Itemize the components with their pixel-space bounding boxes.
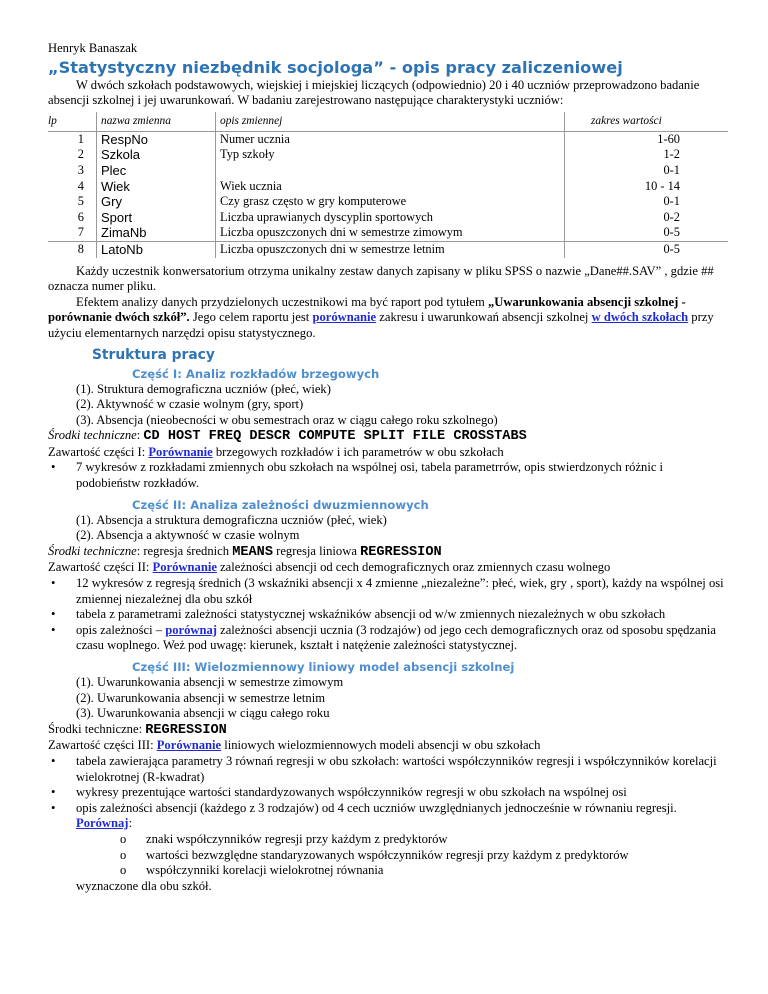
header-name: nazwa zmienna <box>97 112 216 132</box>
bullet-text: tabela zawierająca parametry 3 równań regresji w obu szkołach: wartości współczynników regresji i współczynników korelacji wielokrotnej (R-kwadrat) <box>76 753 717 784</box>
content-text: zależności absencji od cech demograficznych oraz zmiennych czasu wolnego <box>216 560 611 575</box>
cell-desc: Liczba uprawianych dyscyplin sportowych <box>216 210 565 226</box>
list-item <box>48 754 728 785</box>
circle-bullet-icon: o <box>120 863 127 878</box>
sub-list-item <box>48 832 728 848</box>
part1-item: (2). Aktywność w czasie wolnym (gry, sport) <box>76 397 304 412</box>
table-header-row <box>48 112 728 132</box>
tech-sep: : <box>136 428 144 443</box>
cell-lp: 8 <box>48 241 97 257</box>
porownanie-link[interactable]: Porównanie <box>156 738 222 753</box>
cell-lp: 5 <box>48 194 97 210</box>
cell-desc: Typ szkoły <box>216 147 565 163</box>
author-name: Henryk Banaszak <box>48 41 138 55</box>
table-row <box>48 179 728 195</box>
tech-regression: REGRESSION <box>360 544 442 560</box>
cell-range: 10 - 14 <box>644 178 680 193</box>
cell-lp: 6 <box>48 210 97 226</box>
section-heading-struktura: Struktura pracy <box>92 346 215 363</box>
bullet-icon: • <box>51 622 56 637</box>
tech-text: : regresja średnich <box>136 543 233 558</box>
part3-closing: wyznaczone dla obu szkół. <box>76 878 212 893</box>
table-row <box>48 225 728 241</box>
bullet-text: 7 wykresów z rozkładami zmiennych obu szkołach na wspólnej osi, tabela parametrrów, opis stwierdzonych różnic i podobieństw rozkładów. <box>76 460 664 491</box>
part1-content <box>48 445 728 461</box>
cell-desc: Wiek ucznia <box>216 179 565 195</box>
dataset-paragraph: Każdy uczestnik konwersatorium otrzyma unikalny zestaw danych zapisany w pliku SPSS o nazwie „Dane##.SAV” , gdzie ## oznacza numer pliku. <box>48 263 714 294</box>
part1-tech <box>48 428 728 445</box>
content-text: Zawartość części III: <box>48 738 157 753</box>
tech-commands: CD HOST FREQ DESCR COMPUTE SPLIT FILE CROSSTABS <box>143 429 527 445</box>
cell-range: 0-5 <box>663 241 680 256</box>
bullet-text: 12 wykresów z regresją średnich (3 wskaźniki absencji x 4 zmienne „niezależne”: płeć, wiek, gry , sport), każdy na wspólnej osi zmiennej niezależnej dla obu szkół <box>76 576 724 606</box>
part2-item: (2). Absencja a aktywność w czasie wolnym <box>76 528 300 543</box>
cell-name: Szkola <box>97 147 216 163</box>
cell-name: ZimaNb <box>97 225 216 241</box>
report-text: przy użyciu elementarnych narzędzi opisu statystycznego. <box>48 310 714 340</box>
cell-name: Gry <box>97 194 216 210</box>
cell-lp: 7 <box>48 225 97 241</box>
part3-item: (3). Uwarunkowania absencji w ciągu całego roku <box>76 706 330 721</box>
table-row <box>48 163 728 179</box>
header-range: zakres wartości <box>565 112 729 132</box>
cell-range: 0-1 <box>663 194 680 209</box>
sub-text: znaki współczynników regresji przy każdym z predyktorów <box>146 831 448 846</box>
cell-range: 1-2 <box>663 147 680 162</box>
bullet-icon: • <box>51 607 56 622</box>
cell-range: 0-5 <box>565 225 729 241</box>
document-title: „Statystyczny niezbędnik socjologa” - opis pracy zaliczeniowej <box>48 57 623 77</box>
cell-range: 0-2 <box>663 209 680 224</box>
bullet-text: tabela z parametrami zależności statystycznej wskaźników absencji od w/w zmiennych niezależnych w obu szkołach <box>76 607 666 622</box>
variables-table <box>48 112 728 258</box>
list-item <box>48 623 728 654</box>
part3-content <box>48 738 728 754</box>
cell-lp: 3 <box>48 163 97 179</box>
sub-list-item <box>48 863 728 879</box>
part1-item: (3). Absencja (nieobecności w obu semestrach oraz w ciągu całego roku szkolnego) <box>76 412 498 427</box>
bullet-icon: • <box>51 576 56 591</box>
cell-range: 1-60 <box>657 131 680 146</box>
part3-tech <box>48 722 728 739</box>
bullet-icon: • <box>51 785 56 800</box>
report-paragraph <box>48 295 728 342</box>
tech-label: Środki techniczne <box>48 428 137 443</box>
bullet-text: wykresy prezentujące wartości standardyzowanych współczynników regresji w obu szkołach na wspólnej osi <box>76 785 627 800</box>
part2-item: (1). Absencja a struktura demograficzna uczniów (płeć, wiek) <box>76 512 387 527</box>
cell-range: 0-1 <box>663 162 680 177</box>
bullet-text: opis zależności absencji (każdego z 3 rodzajów) od 4 cech uczniów uwzględnianych jednocześnie w równaniu regresji. <box>76 800 677 815</box>
report-text: Jego celem raportu jest <box>189 310 313 325</box>
intro-paragraph: W dwóch szkołach podstawowych, wiejskiej i miejskiej liczących (odpowiednio) 20 i 40 uczniów przeprowadzono badanie absencji szkolnej i jej uwarunkowań. W badaniu zarejestrowano następujące charakterystyki uczniów: <box>48 77 700 108</box>
part3-item: (2). Uwarunkowania absencji w semestrze letnim <box>76 690 325 705</box>
part1-heading: Część I: Analiz rozkładów brzegowych <box>132 366 380 381</box>
bullet-text: : <box>128 816 132 831</box>
porownaj-link[interactable]: porównaj <box>165 622 217 637</box>
circle-bullet-icon: o <box>120 831 127 846</box>
sub-text: współczynniki korelacji wielokrotnej równania <box>146 863 384 878</box>
part3-heading: Część III: Wielozmiennowy liniowy model absencji szkolnej <box>132 660 515 674</box>
porownanie-link[interactable]: Porównanie <box>148 444 213 459</box>
list-item <box>48 785 728 801</box>
header-desc: opis zmiennej <box>216 112 565 132</box>
porownaj-link[interactable]: Porównaj <box>76 816 129 831</box>
cell-name: Wiek <box>97 179 216 195</box>
porownanie-link[interactable]: Porównanie <box>152 560 217 575</box>
header-lp: lp <box>48 112 97 132</box>
list-item <box>48 607 728 623</box>
sub-list-item <box>48 848 728 864</box>
circle-bullet-icon: o <box>120 847 127 862</box>
tech-label: Środki techniczne <box>48 543 137 558</box>
cell-name: Plec <box>97 163 216 179</box>
cell-desc: Liczba opuszczonych dni w semestrze letnim <box>216 241 565 257</box>
sub-text: wartości bezwzględne standaryzowanych współczynników regresji przy każdym z predyktorów <box>146 847 629 862</box>
bullet-text: zależności absencji ucznia (3 rodzajów) od jego cech demograficznych oraz od sposobu spędzania czasu woplnego. Weż pod uwagę: kierunek, kształt i natężenie zależności statystycznej. <box>76 622 716 653</box>
report-text: Efektem analizy danych przydzielonych uczestnikowi ma być raport pod tytułem <box>76 294 488 309</box>
cell-lp: 2 <box>48 147 97 163</box>
cell-lp: 1 <box>48 131 97 147</box>
cell-desc: Czy grasz często w gry komputerowe <box>216 194 565 210</box>
tech-means: MEANS <box>232 544 273 560</box>
list-item <box>48 801 728 832</box>
tech-text: regresja liniowa <box>272 543 361 558</box>
content-text: liniowych wielozmiennowych modeli absencji w obu szkołach <box>221 738 541 753</box>
part2-tech <box>48 544 728 561</box>
cell-desc: Numer ucznia <box>216 131 565 147</box>
cell-desc: Liczba opuszczonych dni w semestrze zimowym <box>216 225 565 241</box>
tech-regression: REGRESSION <box>145 722 227 738</box>
part2-content <box>48 560 728 576</box>
content-text: brzegowych rozkładów i ich parametrów w obu szkołach <box>212 444 504 459</box>
bullet-icon: • <box>51 753 56 768</box>
list-item <box>48 576 728 607</box>
cell-name: Sport <box>97 210 216 226</box>
table-row <box>48 210 728 226</box>
tech-label: Środki techniczne: <box>48 721 146 736</box>
bullet-icon: • <box>51 460 56 475</box>
report-text: zakresu i uwarunkowań absencji szkolnej <box>376 310 592 325</box>
cell-name: LatoNb <box>97 241 216 257</box>
report-title: „Uwarunkowania absencji szkolnej - porównanie dwóch szkół”. <box>48 294 686 325</box>
w-dwoch-szkolach-link[interactable]: w dwóch szkołach <box>591 310 689 325</box>
porownanie-link[interactable]: porównanie <box>312 310 377 325</box>
bullet-icon: • <box>51 800 56 815</box>
cell-desc <box>216 163 565 179</box>
part1-item: (1). Struktura demograficzna uczniów (płeć, wiek) <box>76 381 331 396</box>
table-row <box>48 241 728 257</box>
table-row <box>48 194 728 210</box>
part3-item: (1). Uwarunkowania absencji w semestrze zimowym <box>76 675 344 689</box>
table-row <box>48 147 728 163</box>
cell-name: RespNo <box>97 131 216 147</box>
list-item <box>48 460 728 491</box>
content-text: Zawartość części II: <box>48 560 153 575</box>
content-text: Zawartość części I: <box>48 444 149 459</box>
cell-lp: 4 <box>48 179 97 195</box>
document-page <box>48 0 728 894</box>
bullet-text: opis zależności – <box>76 622 166 637</box>
part2-heading: Część II: Analiza zależności dwuzmiennowych <box>132 497 429 512</box>
table-row <box>48 131 728 147</box>
